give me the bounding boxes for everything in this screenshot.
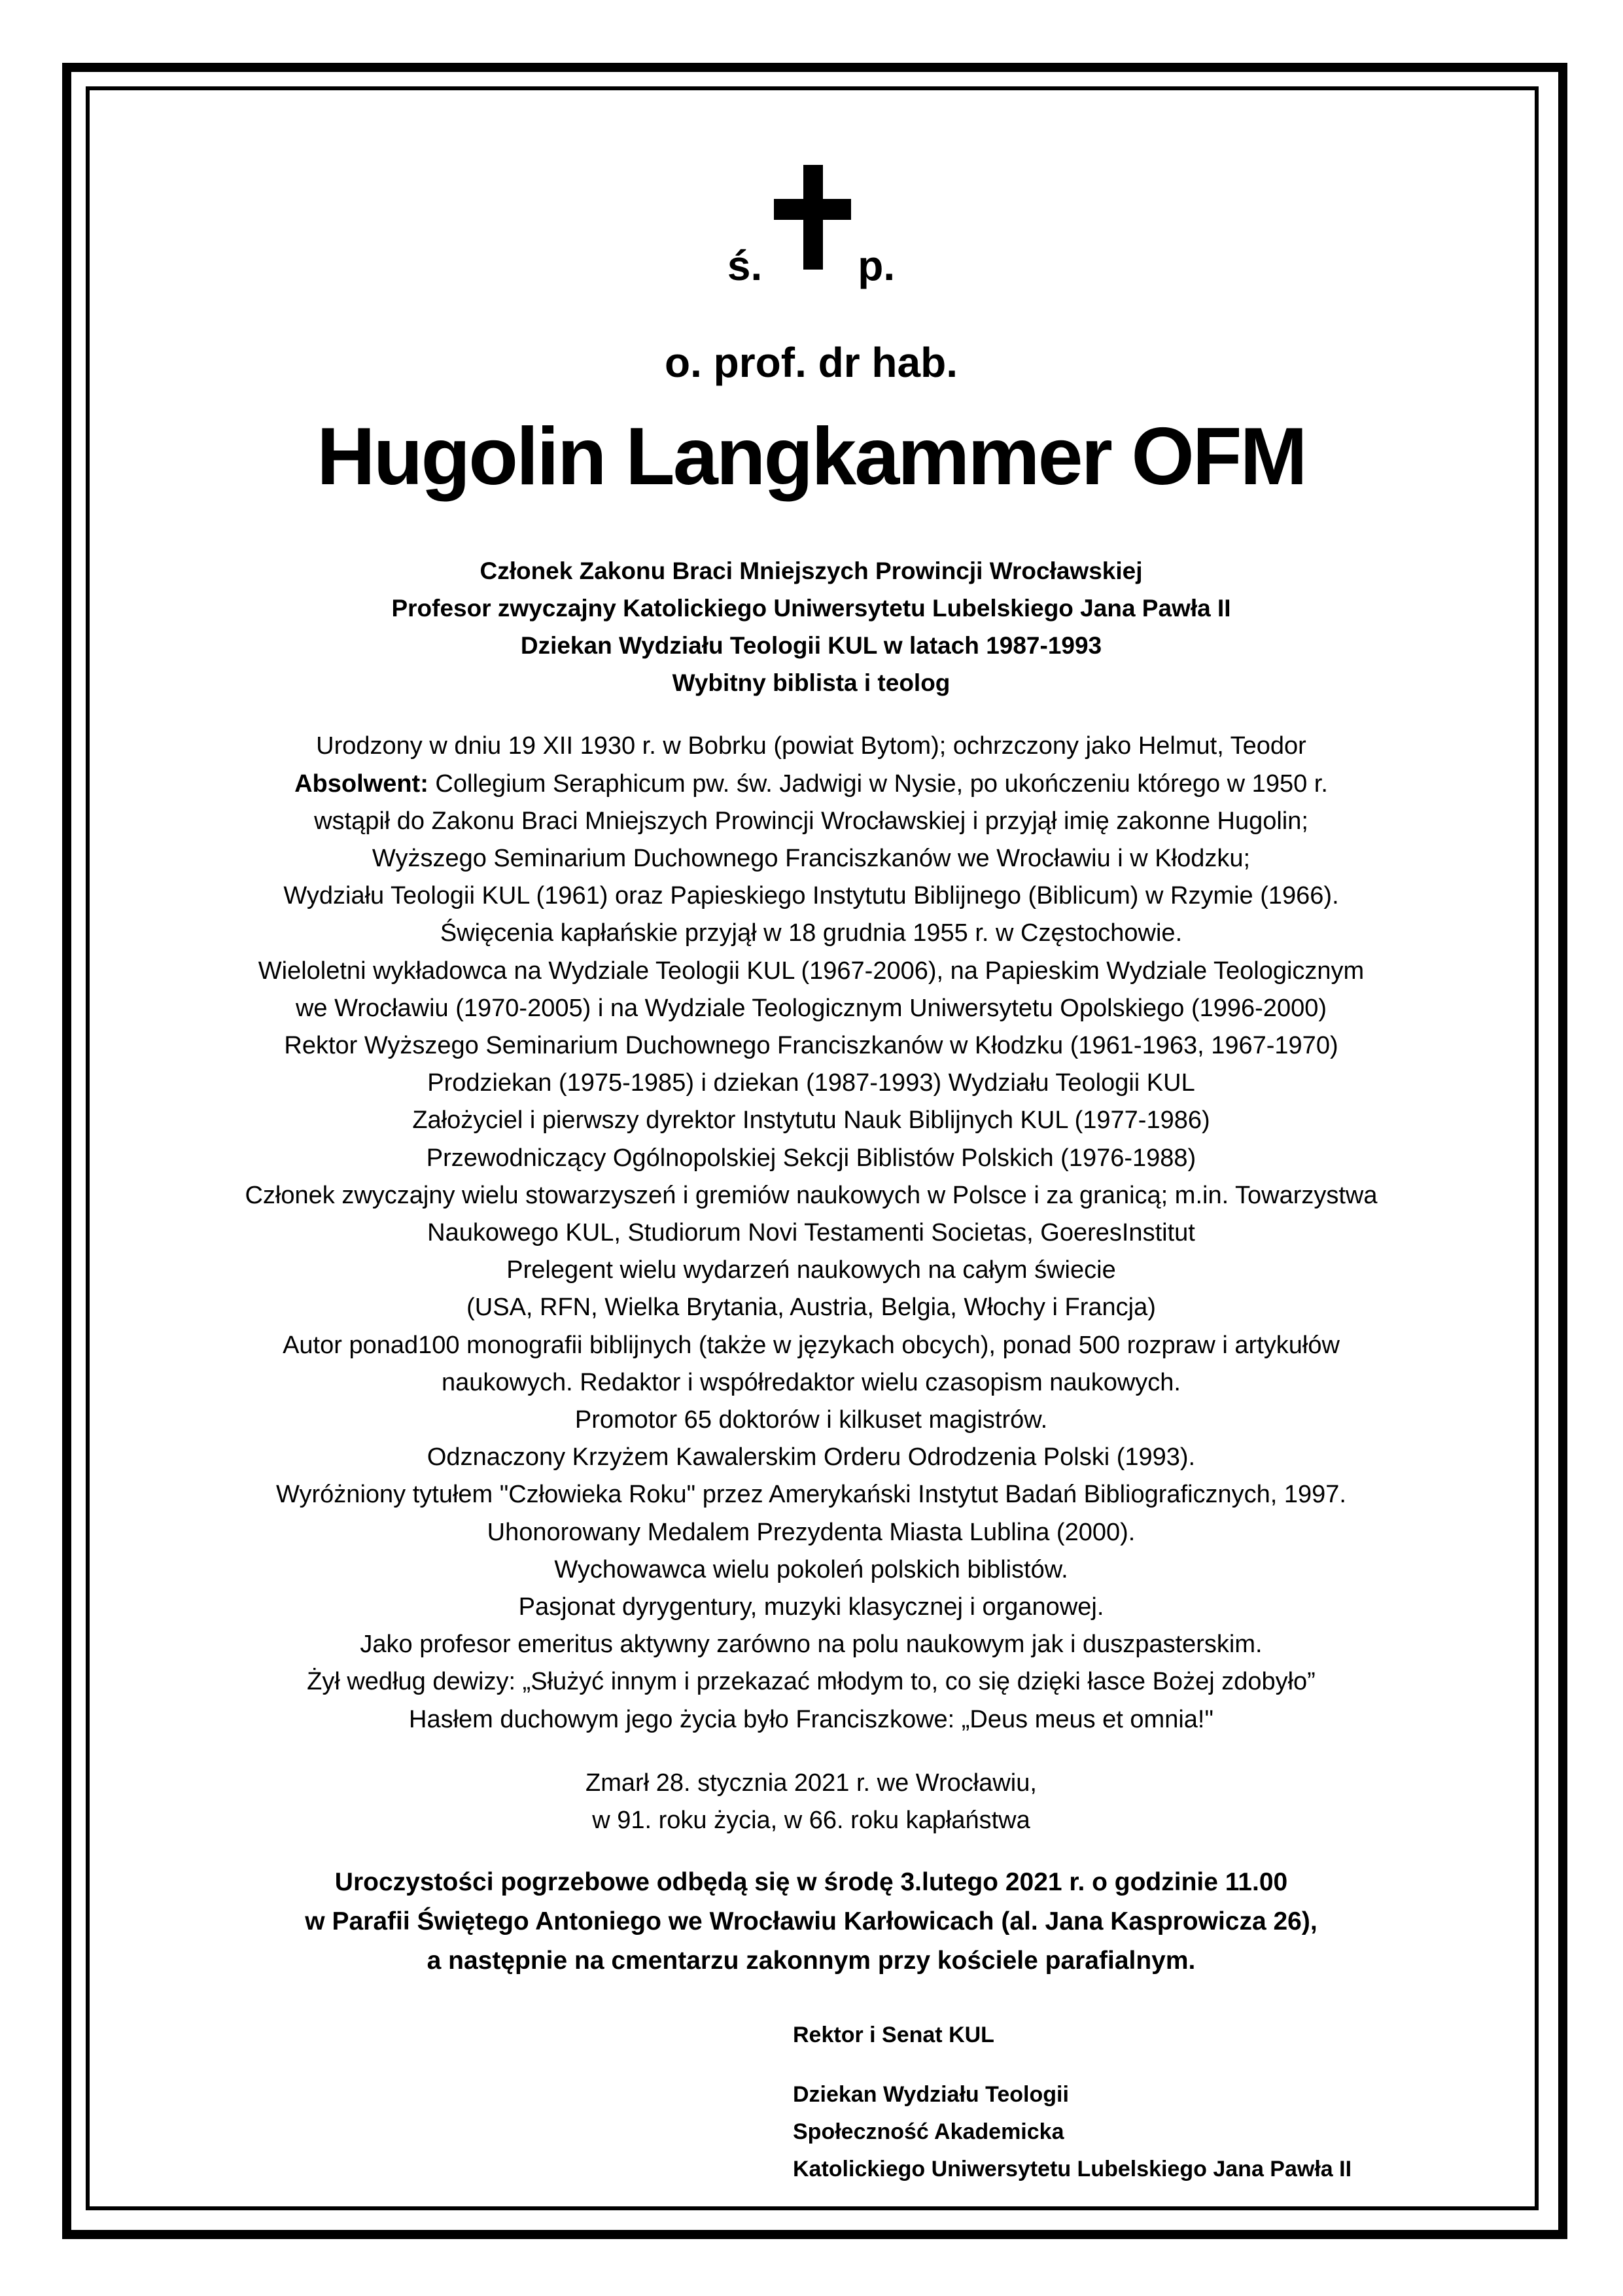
bio-line-text: Collegium Seraphicum pw. św. Jadwigi w Nysie, po ukończeniu którego w 1950 r. [428,769,1328,798]
funeral-line: w Parafii Świętego Antoniego we Wrocławiu Karłowicach (al. Jana Kasprowicza 26), [305,1907,1318,1935]
bio-line: Założyciel i pierwszy dyrektor Instytutu Nauk Biblijnych KUL (1977-1986) [412,1106,1210,1135]
signatory-line: Społeczność Akademicka [793,2119,1064,2144]
bio-line: Pasjonat dyrygentury, muzyki klasycznej i organowej. [518,1593,1104,1621]
bio-line: (USA, RFN, Wielka Brytania, Austria, Belgia, Włochy i Francja) [466,1294,1156,1322]
bio-line: Uhonorowany Medalem Prezydenta Miasta Lublina (2000). [487,1518,1136,1546]
role-line: Dziekan Wydziału Teologii KUL w latach 1987-1993 [520,632,1102,660]
bio-line: Członek zwyczajny wielu stowarzyszeń i gremiów naukowych w Polsce i za granicą; m.in. Towarzystwa [245,1181,1378,1209]
bio-line: Wydziału Teologii KUL (1961) oraz Papieskiego Instytutu Biblijnego (Biblicum) w Rzymie (1966). [283,882,1339,910]
bio-line: Rektor Wyższego Seminarium Duchownego Franciszkanów w Kłodzku (1961-1963, 1967-1970) [284,1032,1338,1060]
bio-line: Autor ponad100 monografii biblijnych (także w językach obcych), ponad 500 rozpraw i artykułów [283,1331,1340,1359]
role-line: Wybitny biblista i teolog [672,669,951,697]
absolwent-label: Absolwent: [294,769,428,798]
role-line: Członek Zakonu Braci Mniejszych Prowincji Wrocławskiej [480,557,1143,585]
cross-left-text: ś. [727,242,763,289]
cross-icon [774,165,851,270]
honorific-title: o. prof. dr hab. [665,339,958,386]
bio-line: Wychowawca wielu pokoleń polskich biblistów. [554,1555,1068,1583]
cross-heading [118,177,1505,294]
funeral-announcement [118,1863,1505,1981]
bio-line: Odznaczony Krzyżem Kawalerskim Orderu Odrodzenia Polski (1993). [427,1443,1196,1472]
death-notice [118,1765,1505,1839]
signatories [793,2017,1352,2188]
death-line: w 91. roku życia, w 66. roku kapłaństwa [592,1806,1030,1834]
bio-line: Promotor 65 doktorów i kilkuset magistrów. [574,1406,1048,1434]
role-line: Profesor zwyczajny Katolickiego Uniwersytetu Lubelskiego Jana Pawła II [391,595,1231,622]
funeral-line: a następnie na cmentarzu zakonnym przy kościele parafialnym. [427,1946,1196,1975]
signatory-line: Rektor i Senat KUL [793,2022,994,2047]
bio-line: Prodziekan (1975-1985) i dziekan (1987-1993) Wydziału Teologii KUL [427,1069,1195,1097]
cross-right-text: p. [858,242,896,289]
bio-line: Żył według dewizy: „Służyć innym i przekazać młodym to, co się dzięki łasce Bożej zdobyło” [307,1668,1316,1696]
bio-line: we Wrocławiu (1970-2005) i na Wydziale Teologicznym Uniwersytetu Opolskiego (1996-2000) [295,994,1327,1022]
bio-line [118,766,1505,803]
death-line: Zmarł 28. stycznia 2021 r. we Wrocławiu, [585,1769,1037,1797]
bio-line: Jako profesor emeritus aktywny zarówno na polu naukowym jak i duszpasterskim. [360,1631,1263,1659]
bio-line: Naukowego KUL, Studiorum Novi Testamenti Societas, GoeresInstitut [427,1219,1195,1247]
bio-line: wstąpił do Zakonu Braci Mniejszych Prowincji Wrocławskiej i przyjął imię zakonne Hugolin; [314,807,1308,835]
funeral-line: Uroczystości pogrzebowe odbędą się w środę 3.lutego 2021 r. o godzinie 11.00 [334,1867,1288,1896]
biography [118,728,1505,1738]
deceased-name: Hugolin Langkammer OFM [317,412,1306,502]
bio-line: Wieloletni wykładowca na Wydziale Teologii KUL (1967-2006), na Papieskim Wydziale Teologicznym [258,957,1365,985]
signatory-line: Katolickiego Uniwersytetu Lubelskiego Jana Pawła II [793,2157,1352,2181]
bio-line: Święcenia kapłańskie przyjął w 18 grudnia 1955 r. w Częstochowie. [440,919,1183,947]
bio-line: Hasłem duchowym jego życia było Franciszkowe: „Deus meus et omnia!" [409,1705,1213,1733]
bio-line: Urodzony w dniu 19 XII 1930 r. w Bobrku (powiat Bytom); ochrzczony jako Helmut, Teodor [316,732,1306,760]
bio-line: Prelegent wielu wydarzeń naukowych na całym świecie [506,1256,1116,1284]
bio-line: Przewodniczący Ogólnopolskiej Sekcji Biblistów Polskich (1976-1988) [426,1144,1196,1172]
obituary-content [118,177,1505,1981]
bio-line: Wyróżniony tytułem "Człowieka Roku" przez Amerykański Instytut Badań Bibliograficznych, 1997. [275,1481,1346,1509]
bio-line: Wyższego Seminarium Duchownego Franciszkanów we Wrocławiu i w Kłodzku; [372,845,1251,872]
roles-list [118,552,1505,701]
signatory-line: Dziekan Wydziału Teologii [793,2082,1069,2107]
bio-line: naukowych. Redaktor i współredaktor wielu czasopism naukowych. [442,1368,1181,1396]
